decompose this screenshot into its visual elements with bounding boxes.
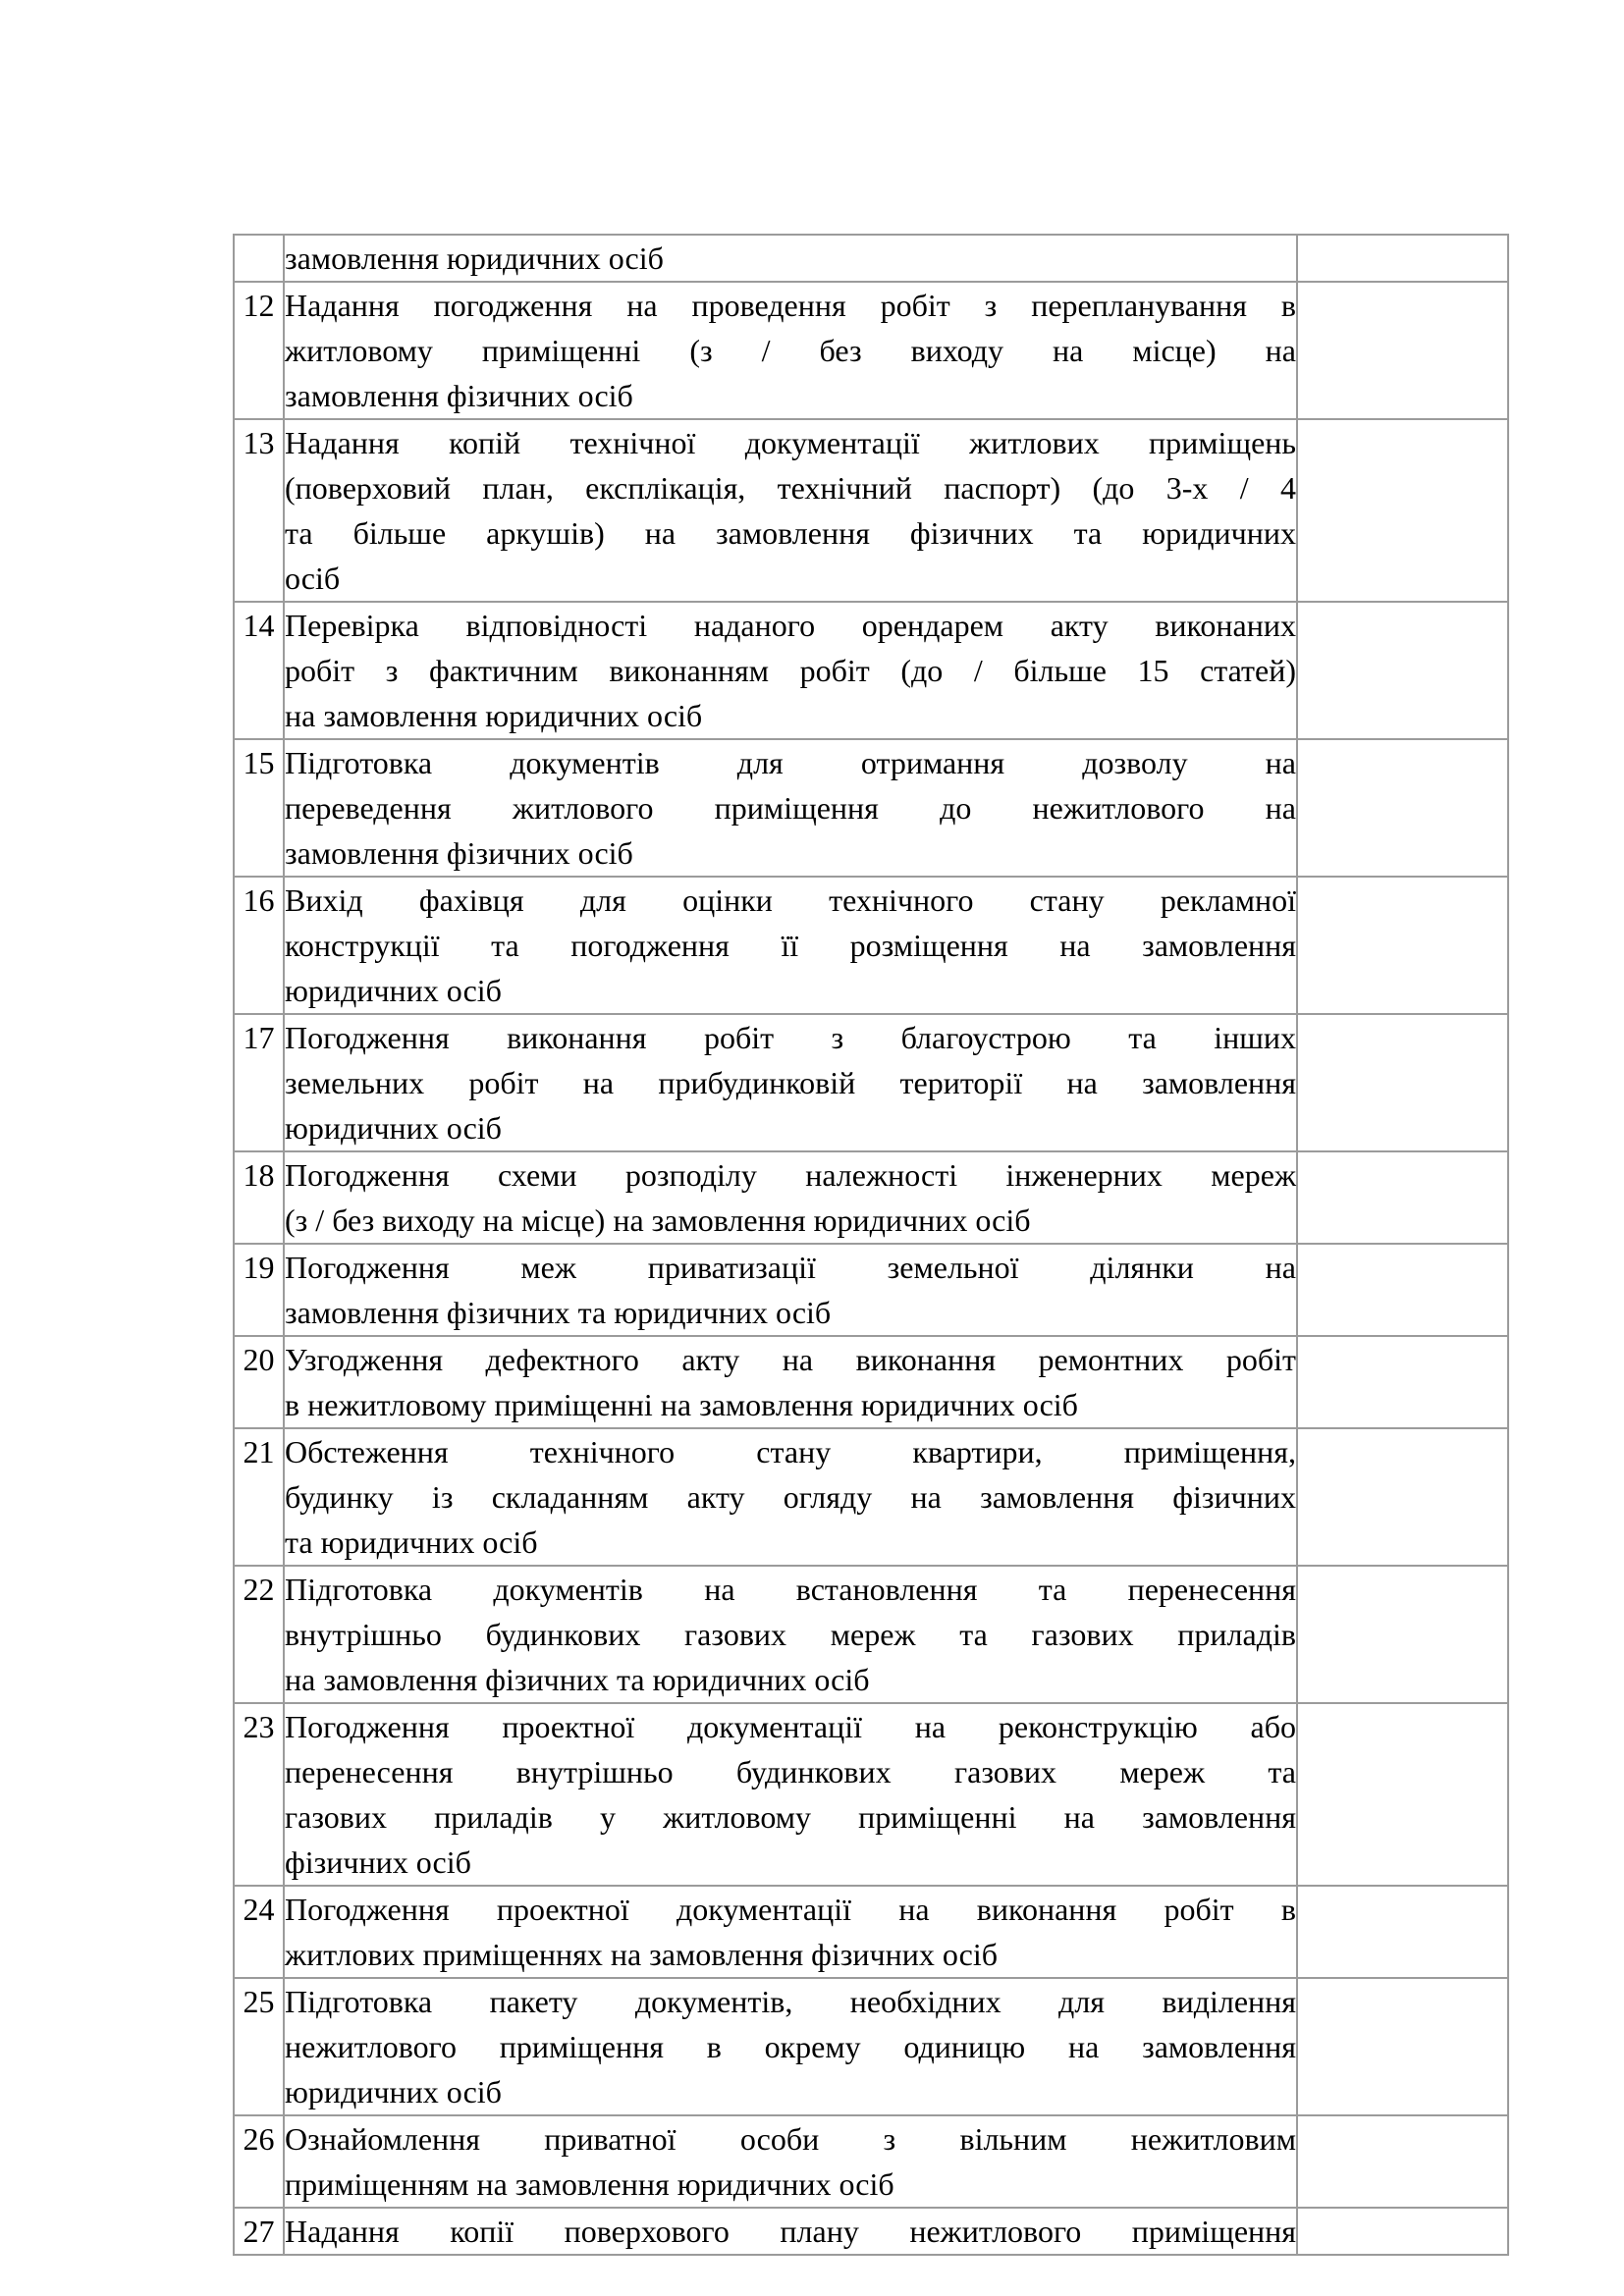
description-line: замовлення фізичних осіб: [285, 835, 633, 871]
row-number-cell: 13: [234, 419, 284, 602]
row-number-cell: 12: [234, 282, 284, 419]
table-row: [234, 1886, 1508, 1978]
description-line: Перевірка відповідності наданого орендарем акту виконаних: [285, 608, 1296, 643]
service-description-cell: [284, 2208, 1297, 2255]
empty-cell: [1297, 2115, 1508, 2208]
description-line: Обстеження технічного стану квартири, приміщення,: [285, 1434, 1296, 1469]
row-number-cell: 24: [234, 1886, 284, 1978]
description-line: та більше аркушів) на замовлення фізичних та юридичних: [285, 515, 1296, 551]
description-line: Надання копій технічної документації житлових приміщень: [285, 425, 1296, 460]
description-line: житловому приміщенні (з / без виходу на місце) на: [285, 333, 1296, 368]
service-description-cell: [284, 1336, 1297, 1428]
row-number-cell: 18: [234, 1151, 284, 1244]
description-line: приміщенням на замовлення юридичних осіб: [285, 2166, 894, 2202]
description-line: Надання погодження на проведення робіт з перепланування в: [285, 288, 1296, 323]
empty-cell: [1297, 877, 1508, 1014]
empty-cell: [1297, 419, 1508, 602]
service-description-cell: [284, 1014, 1297, 1151]
description-line: Підготовка документів для отримання дозволу на: [285, 745, 1296, 780]
service-description-cell: [284, 1886, 1297, 1978]
description-line: газових приладів у житловому приміщенні на замовлення: [285, 1799, 1296, 1835]
row-number-cell: 25: [234, 1978, 284, 2115]
description-line: юридичних осіб: [285, 2074, 502, 2109]
row-number-cell: 21: [234, 1428, 284, 1566]
empty-cell: [1297, 1151, 1508, 1244]
table-row: [234, 1428, 1508, 1566]
description-line: Ознайомлення приватної особи з вільним нежитловим: [285, 2121, 1296, 2157]
empty-cell: [1297, 602, 1508, 739]
description-line: Погодження проектної документації на реконструкцію або: [285, 1709, 1296, 1744]
description-line: (поверховий план, експлікація, технічний паспорт) (до 3-х / 4: [285, 470, 1296, 506]
table-row: [234, 2208, 1508, 2255]
description-line: (з / без виходу на місце) на замовлення юридичних осіб: [285, 1202, 1031, 1238]
table-row: [234, 1244, 1508, 1336]
description-line: на замовлення юридичних осіб: [285, 698, 703, 733]
service-description-cell: [284, 739, 1297, 877]
empty-cell: [1297, 1244, 1508, 1336]
description-line: Погодження виконання робіт з благоустрою та інших: [285, 1020, 1296, 1055]
service-description-cell: [284, 419, 1297, 602]
table-row: [234, 877, 1508, 1014]
services-table-container: [233, 234, 1507, 2256]
table-row: [234, 1978, 1508, 2115]
row-number-cell: 23: [234, 1703, 284, 1886]
empty-cell: [1297, 739, 1508, 877]
description-line: переведення житлового приміщення до нежитлового на: [285, 790, 1296, 826]
empty-cell: [1297, 1886, 1508, 1978]
description-line: конструкції та погодження її розміщення на замовлення: [285, 928, 1296, 963]
table-row: [234, 1014, 1508, 1151]
row-number-cell: 20: [234, 1336, 284, 1428]
empty-cell: [1297, 2208, 1508, 2255]
row-number-cell: [234, 235, 284, 282]
description-line: земельних робіт на прибудинковій території на замовлення: [285, 1065, 1296, 1100]
service-description-cell: [284, 877, 1297, 1014]
description-line: осіб: [285, 561, 341, 596]
empty-cell: [1297, 1014, 1508, 1151]
description-line: Надання копії поверхового плану нежитлового приміщення: [285, 2214, 1296, 2249]
description-line: перенесення внутрішньо будинкових газових мереж та: [285, 1754, 1296, 1789]
description-line: фізичних осіб: [285, 1844, 471, 1880]
description-line: юридичних осіб: [285, 1110, 502, 1146]
description-line: Підготовка пакету документів, необхідних для виділення: [285, 1984, 1296, 2019]
description-line: Підготовка документів на встановлення та перенесення: [285, 1572, 1296, 1607]
service-description-cell: [284, 1978, 1297, 2115]
empty-cell: [1297, 1566, 1508, 1703]
description-line: нежитлового приміщення в окрему одиницю на замовлення: [285, 2029, 1296, 2064]
row-number-cell: 16: [234, 877, 284, 1014]
empty-cell: [1297, 235, 1508, 282]
service-description-cell: [284, 602, 1297, 739]
description-line: в нежитловому приміщенні на замовлення юридичних осіб: [285, 1387, 1078, 1422]
services-table: [233, 234, 1509, 2256]
description-line: Вихід фахівця для оцінки технічного стану рекламної: [285, 882, 1296, 918]
service-description-cell: [284, 235, 1297, 282]
description-line: Узгодження дефектного акту на виконання ремонтних робіт: [285, 1342, 1296, 1377]
table-row: [234, 602, 1508, 739]
description-line: робіт з фактичним виконанням робіт (до / більше 15 статей): [285, 653, 1296, 688]
table-row: [234, 1703, 1508, 1886]
row-number-cell: 27: [234, 2208, 284, 2255]
row-number-cell: 19: [234, 1244, 284, 1336]
table-row: [234, 1151, 1508, 1244]
service-description-cell: [284, 1566, 1297, 1703]
description-line: будинку із складанням акту огляду на замовлення фізичних: [285, 1479, 1296, 1515]
service-description-cell: [284, 282, 1297, 419]
table-row: [234, 235, 1508, 282]
description-line: замовлення фізичних та юридичних осіб: [285, 1295, 832, 1330]
row-number-cell: 17: [234, 1014, 284, 1151]
service-description-cell: [284, 2115, 1297, 2208]
description-line: Погодження проектної документації на виконання робіт в: [285, 1892, 1296, 1927]
service-description-cell: [284, 1151, 1297, 1244]
services-table-body: [234, 235, 1508, 2255]
service-description-cell: [284, 1428, 1297, 1566]
row-number-cell: 14: [234, 602, 284, 739]
description-line: Погодження схеми розподілу належності інженерних мереж: [285, 1157, 1296, 1193]
empty-cell: [1297, 1336, 1508, 1428]
table-row: [234, 739, 1508, 877]
row-number-cell: 26: [234, 2115, 284, 2208]
description-line: юридичних осіб: [285, 973, 502, 1008]
empty-cell: [1297, 1978, 1508, 2115]
row-number-cell: 15: [234, 739, 284, 877]
description-line: замовлення фізичних осіб: [285, 378, 633, 413]
description-line: внутрішньо будинкових газових мереж та газових приладів: [285, 1617, 1296, 1652]
description-line: на замовлення фізичних та юридичних осіб: [285, 1662, 870, 1697]
row-number-cell: 22: [234, 1566, 284, 1703]
table-row: [234, 1566, 1508, 1703]
empty-cell: [1297, 282, 1508, 419]
table-row: [234, 419, 1508, 602]
table-row: [234, 1336, 1508, 1428]
empty-cell: [1297, 1703, 1508, 1886]
description-line: та юридичних осіб: [285, 1524, 538, 1560]
service-description-cell: [284, 1703, 1297, 1886]
table-row: [234, 282, 1508, 419]
description-line: Погодження меж приватизації земельної ділянки на: [285, 1250, 1296, 1285]
service-description-cell: [284, 1244, 1297, 1336]
description-line: замовлення юридичних осіб: [285, 240, 664, 276]
description-line: житлових приміщеннях на замовлення фізичних осіб: [285, 1937, 998, 1972]
table-row: [234, 2115, 1508, 2208]
empty-cell: [1297, 1428, 1508, 1566]
